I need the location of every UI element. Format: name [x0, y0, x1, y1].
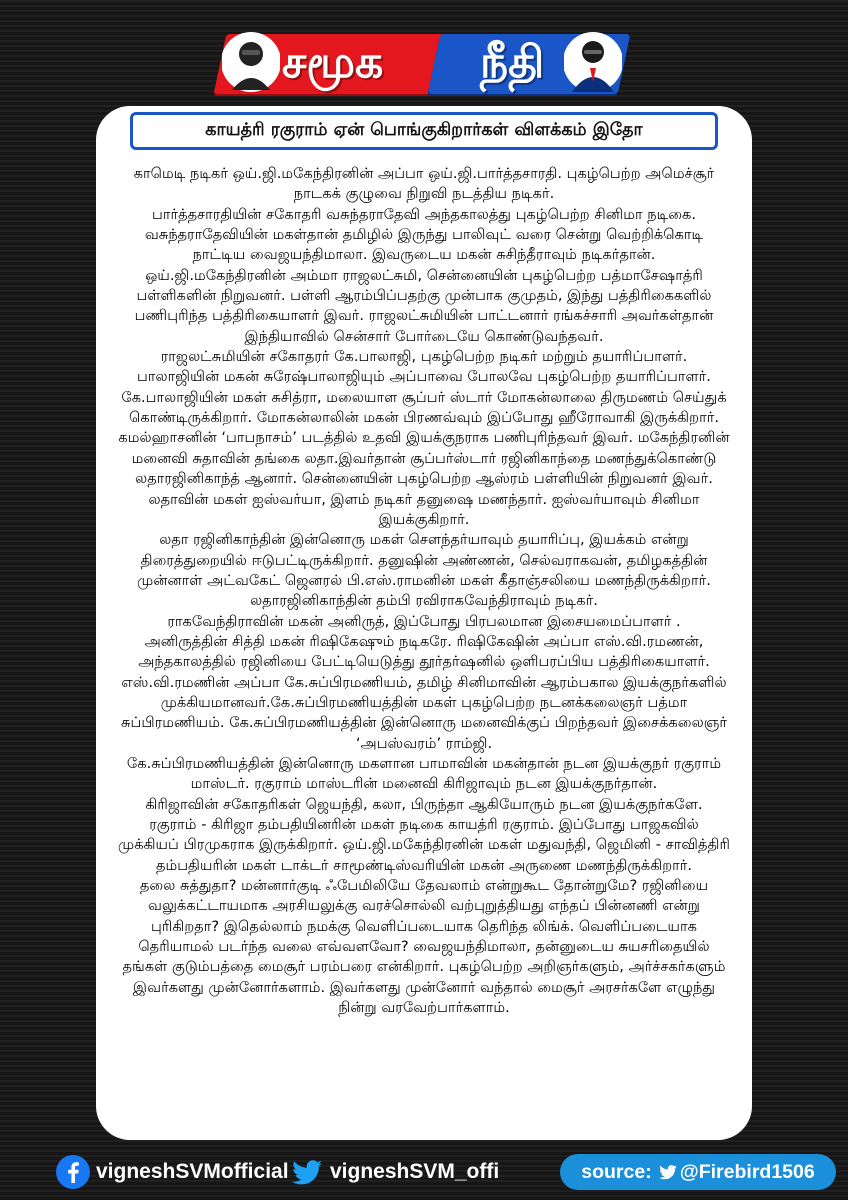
paragraph: ஒய்.ஜி.மகேந்திரனின் அம்மா ராஜலட்சுமி, சென்னையின் புகழ்பெற்ற பத்மாசேஷாத்ரி பள்ளிகளின் நிறுவனர். பள்ளி ஆரம்பிப்பதற்கு முன்பாக குமுதம், இந்து பத்திரிகைகளில் பணிபுரிந்த பத்திரிகையாளர் இவர். ராஜலட்சுமியின் பாட்டனார் ரங்கச்சாரி அவர்கள்தான் இந்தியாவில் சென்சார் போர்டையே கொண்டுவந்தவர். — [134, 266, 714, 345]
paragraph: ரகுராம் - கிரிஜா தம்பதியினரின் மகள் நடிகை காயத்ரி ரகுராம். இப்போது பாஜகவில் முக்கியப் பிரமுகராக இருக்கிறார். ஒய்.ஜி.மகேந்திரனின் மகள் மதுவந்தி, ஜெமினி - சாவித்திரி தம்பதியரின் மகள் டாக்டர் சாமூண்டிஸ்வரியின் மகன் அருணை மணந்திருக்கிறார். — [118, 816, 730, 874]
twitter-icon — [658, 1162, 678, 1182]
paragraph: காமெடி நடிகர் ஒய்.ஜி.மகேந்திரனின் அப்பா ஒய்.ஜி.பார்த்தசாரதி. புகழ்பெற்ற அமெச்சூர் நாடகக் குழுவை நிறுவி நடத்திய நடிகர். — [133, 165, 715, 203]
paragraph: கிரிஜாவின் சகோதரிகள் ஜெயந்தி, கலா, பிருந்தா ஆகியோரும் நடன இயக்குநர்களே. — [145, 795, 703, 813]
source-handle: @Firebird1506 — [679, 1160, 815, 1183]
facebook-link[interactable] — [56, 1156, 289, 1188]
paragraph: ராகவேந்திராவின் மகன் அனிருத், இப்போது பிரபலமான இசையமைப்பாளர் . — [167, 612, 681, 630]
logo-word-neethi: நீதி — [480, 37, 545, 88]
twitter-icon — [290, 1155, 324, 1189]
paragraph: கே.பாலாஜியின் மகள் சுசித்ரா, மலையாள சூப்பர் ஸ்டார் மோகன்லாலை திருமணம் செய்துக் கொண்டிருக்கிறார். மோகன்லாலின் மகன் பிரணவ்வும் இப்போது ஹீரோவாகி இருக்கிறார். கமல்ஹாசனின் ‘பாபநாசம்’ படத்தில் உதவி இயக்குநராக பணிபுரிந்தவர் இவர். மகேந்திரனின் மனைவி சுதாவின் தங்கை லதா.இவர்தான் சூப்பர்ஸ்டார் ரஜினிகாந்தை மணந்துக்கொண்டு லதாரஜினிகாந்த் ஆனார். சென்னையின் புகழ்பெற்ற ஆஸ்ரம் பள்ளியின் நிறுவனர் இவர். — [118, 388, 730, 488]
paragraph: லதா ரஜினிகாந்தின் இன்னொரு மகள் சௌந்தர்யாவும் தயாரிப்பு, இயக்கம் என்று திரைத்துறையில் ஈடுபட்டிருக்கிறார். தனுஷின் அண்ணன், செல்வராகவன், தமிழகத்தின் முன்னாள் அட்வகேட் ஜெனரல் பி.எஸ்.ராமனின் மகள் கீதாஞ்சலியை மணந்திருக்கிறார். — [137, 531, 711, 589]
facebook-handle: vigneshSVMofficial — [96, 1160, 289, 1183]
portrait-icon — [222, 28, 280, 96]
paragraph: கே.சுப்பிரமணியத்தின் இன்னொரு மகளான பாமாவின் மகன்தான் நடன இயக்குநர் ரகுராம் மாஸ்டர். ரகுராம் மாஸ்டரின் மனைவி கிரிஜாவும் நடன இயக்குநர்தான். — [126, 754, 722, 793]
twitter-handle: vigneshSVM_offi — [330, 1160, 500, 1183]
page-title: காயத்ரி ரகுராம் ஏன் பொங்குகிறார்கள் விளக்கம் இதோ — [205, 120, 643, 140]
paragraph: லதாவின் மகள் ஐஸ்வர்யா, இளம் நடிகர் தனுஷை மணந்தார். ஐஸ்வர்யாவும் சினிமா இயக்குகிறார். — [148, 490, 700, 528]
paragraph: அனிருத்தின் சித்தி மகன் ரிஷிகேஷும் நடிகரே. ரிஷிகேஷின் அப்பா எஸ்.வி.ரமணன், அந்தகாலத்தில் ரஜினியை பேட்டியெடுத்து தூர்தர்ஷனில் ஒளிபரப்பிய பத்திரிகையாளர். எஸ்.வி.ரமணின் அப்பா கே.சுப்பிரமணியம், தமிழ் சினிமாவின் ஆரம்பகால இயக்குநர்களில் முக்கியமானவர்.கே.சுப்பிரமணியத்தின் மகள் புகழ்பெற்ற நடனக்கலைஞர் பத்மா சுப்பிரமணியம். கே.சுப்பிரமணியத்தின் இன்னொரு மனைவிக்குப் பிறந்தவர் இசைக்கலைஞர் ‘அபஸ்வரம்’ ராம்ஜி. — [121, 632, 727, 752]
twitter-link[interactable] — [290, 1156, 499, 1188]
article-body — [118, 164, 730, 1018]
source-badge[interactable] — [560, 1154, 836, 1190]
footer — [0, 1142, 848, 1200]
facebook-icon — [56, 1155, 90, 1189]
paragraph: பார்த்தசாரதியின் சகோதரி வசுந்தராதேவி அந்தகாலத்து புகழ்பெற்ற சினிமா நடிகை. வசுந்தராதேவியின் மகள்தான் தமிழில் இருந்து பாலிவுட் வரை சென்று வெற்றிக்கொடி நாட்டிய வைஜயந்திமாலா. இவருடைய மகன் சுசிந்தீராவும் நடிகர்தான். — [144, 205, 704, 264]
logo-word-samooga: சமூக — [282, 37, 384, 88]
source-label: source: — [581, 1160, 652, 1183]
paragraph: லதாரஜினிகாந்தின் தம்பி ரவிராகவேந்திராவும் நடிகர். — [250, 592, 598, 610]
logo-banner — [220, 26, 628, 100]
paragraph: பாலாஜியின் மகன் சுரேஷ்பாலாஜியும் அப்பாவை போலவே புகழ்பெற்ற தயாரிப்பாளர். — [137, 368, 711, 386]
title-box — [130, 112, 718, 150]
paragraph: தலை சுத்துதா? மன்னார்குடி ஃபேமிலியே தேவலாம் என்றுகூட தோன்றுமே? ரஜினியை வலுக்கட்டாயமாக அரசியலுக்கு வரச்சொல்லி வற்புறுத்தியது எந்தப் பின்னணி என்று புரிகிறதா? இதெல்லாம் நமக்கு வெளிப்படையாக தெரிந்த லிங்க். வெளிப்படையாக தெரியாமல் படர்ந்த வலை எவ்வளவோ? வைஜயந்திமாலா, தன்னுடைய சுயசரிதையில் தங்கள் குடும்பத்தை மைசூர் பரம்பரை என்கிறார். புகழ்பெற்ற அறிஞர்களும், அர்ச்சகர்களும் இவர்களது முன்னோர்களாம். இவர்களது முன்னோர் வந்தால் மைசூர் அரசர்களே எழுந்து நின்று வரவேற்பார்களாம். — [122, 877, 726, 1017]
portrait-icon — [564, 28, 622, 96]
paragraph: ராஜலட்சுமியின் சகோதரர் கே.பாலாஜி, புகழ்பெற்ற நடிகர் மற்றும் தயாரிப்பாளர். — [160, 348, 688, 366]
